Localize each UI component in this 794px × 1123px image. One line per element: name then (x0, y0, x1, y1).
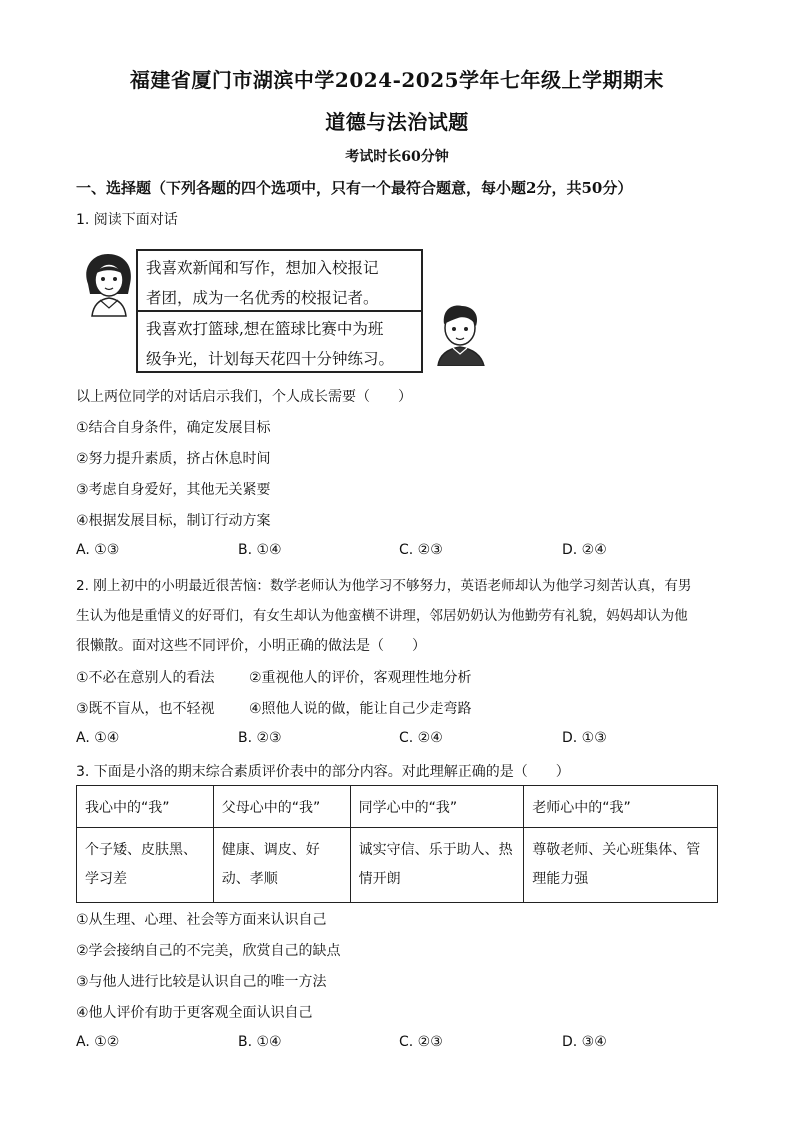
bubble-girl-line2: 者团，成为一名优秀的校报记者。 (146, 289, 379, 307)
section-heading: 一、选择题（下列各题的四个选项中，只有一个最符合题意，每小题2分，共50分） (76, 179, 633, 197)
table-cell-line: 个子矮、皮肤黑、 (85, 842, 197, 858)
table-header-cell: 老师心中的“我” (524, 786, 718, 828)
q1-option-a[interactable]: A. ①③ (76, 542, 120, 558)
table-cell-line: 尊敬老师、关心班集体、管 (532, 842, 701, 858)
q3-item-2: ②学会接纳自己的不完美，欣赏自己的缺点 (76, 943, 341, 959)
table-cell (524, 828, 718, 903)
table-cell-line: 动、孝顺 (221, 871, 278, 887)
table-cell (77, 828, 214, 903)
table-header-row (77, 786, 718, 828)
exam-title-line2: 道德与法治试题 (325, 110, 469, 134)
q1-option-d[interactable]: D. ②④ (562, 542, 607, 558)
q2-item-3: ③既不盲从，也不轻视 (76, 701, 215, 717)
q3-item-4: ④他人评价有助于更客观全面认识自己 (76, 1005, 313, 1021)
table-header-cell: 父母心中的“我” (213, 786, 350, 828)
q3-option-c[interactable]: C. ②③ (399, 1034, 443, 1050)
table-cell (213, 828, 350, 903)
exam-duration: 考试时长60分钟 (345, 149, 449, 165)
q1-options (76, 542, 716, 562)
q3-option-a[interactable]: A. ①② (76, 1034, 120, 1050)
bubble-girl-line1: 我喜欢新闻和写作，想加入校报记 (146, 259, 379, 277)
dialog-bubble-boy (136, 310, 423, 373)
q2-item-2: ②重视他人的评价，客观理性地分析 (249, 670, 472, 686)
q2-option-c[interactable]: C. ②④ (399, 730, 443, 746)
q3-stem: 3. 下面是小洛的期末综合素质评价表中的部分内容。对此理解正确的是（ ） (76, 764, 570, 780)
boy-illustration (428, 300, 492, 366)
table-cell-line: 情开朗 (358, 871, 401, 887)
girl-illustration (78, 250, 140, 318)
q2-option-d[interactable]: D. ①③ (562, 730, 607, 746)
exam-title-line1: 福建省厦门市湖滨中学2024-2025学年七年级上学期期末 (129, 68, 665, 92)
q1-option-b[interactable]: B. ①④ (238, 542, 282, 558)
table-cell-line: 健康、调皮、好 (221, 842, 320, 858)
q1-item-2: ②努力提升素质，挤占休息时间 (76, 451, 271, 467)
table-header-cell: 我心中的“我” (77, 786, 214, 828)
table-cell (350, 828, 524, 903)
q1-item-3: ③考虑自身爱好，其他无关紧要 (76, 482, 271, 498)
q2-stem-line3: 很懒散。面对这些不同评价，小明正确的做法是（ ） (76, 638, 426, 654)
q2-item-1: ①不必在意别人的看法 (76, 670, 215, 686)
bubble-boy-line2: 级争光，计划每天花四十分钟练习。 (146, 350, 395, 368)
q2-stem-line1: 2. 刚上初中的小明最近很苦恼：数学老师认为他学习不够努力，英语老师却认为他学习刻苦认真，有男 (76, 578, 692, 594)
q1-question: 以上两位同学的对话启示我们，个人成长需要（ ） (76, 389, 412, 405)
q1-stem: 1. 阅读下面对话 (76, 212, 178, 228)
table-cell-line: 诚实守信、乐于助人、热 (358, 842, 513, 858)
q1-item-1: ①结合自身条件，确定发展目标 (76, 420, 271, 436)
bubble-boy-line1: 我喜欢打篮球,想在篮球比赛中为班 (146, 320, 384, 338)
q3-item-1: ①从生理、心理、社会等方面来认识自己 (76, 912, 327, 928)
table-row (77, 828, 718, 903)
q2-options (76, 730, 716, 750)
q3-option-b[interactable]: B. ①④ (238, 1034, 282, 1050)
dialog-bubble-girl (136, 249, 423, 312)
q3-options (76, 1034, 716, 1054)
table-cell-line: 理能力强 (532, 871, 589, 887)
evaluation-table (76, 785, 718, 903)
q1-item-4: ④根据发展目标，制订行动方案 (76, 513, 271, 529)
q2-stem-line2: 生认为他是重情义的好哥们，有女生却认为他蛮横不讲理，邻居奶奶认为他勤劳有礼貌，妈妈却认为他 (76, 608, 688, 624)
table-header-cell: 同学心中的“我” (350, 786, 524, 828)
table-cell-line: 学习差 (85, 871, 127, 887)
q2-option-b[interactable]: B. ②③ (238, 730, 282, 746)
q3-option-d[interactable]: D. ③④ (562, 1034, 607, 1050)
q2-item-4: ④照他人说的做，能让自己少走弯路 (249, 701, 472, 717)
q1-option-c[interactable]: C. ②③ (399, 542, 443, 558)
q3-item-3: ③与他人进行比较是认识自己的唯一方法 (76, 974, 327, 990)
q2-option-a[interactable]: A. ①④ (76, 730, 120, 746)
